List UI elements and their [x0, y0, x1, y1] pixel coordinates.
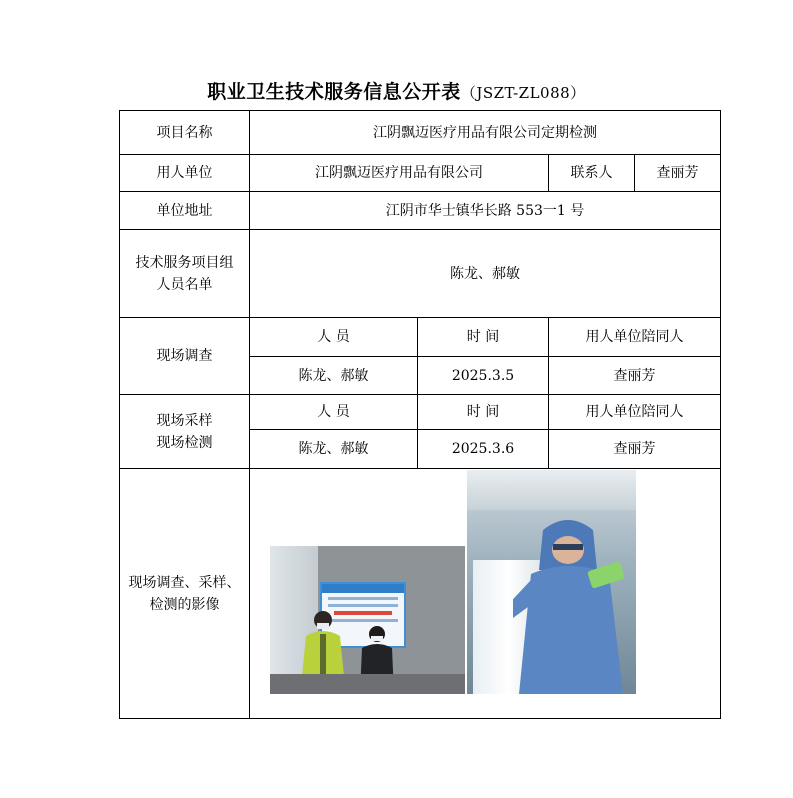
sampling-label-line1: 现场采样	[156, 412, 213, 429]
row-team	[120, 230, 721, 318]
images-label-line1: 现场调查、采样、	[128, 574, 241, 591]
contact-value: 查丽芳	[635, 155, 721, 192]
row-sampling-header	[120, 395, 721, 430]
address-value: 江阴市华士镇华长路 553一1 号	[250, 192, 721, 230]
title-main: 职业卫生技术服务信息公开表	[207, 81, 461, 103]
row-survey-header	[120, 318, 721, 357]
contact-label: 联系人	[549, 155, 635, 192]
sampling-header-personnel: 人 员	[250, 395, 418, 430]
employer-label: 用人单位	[120, 155, 250, 192]
form-title	[0, 77, 793, 104]
project-name-label: 项目名称	[120, 111, 250, 155]
survey-header-escort: 用人单位陪同人	[549, 318, 721, 357]
sampling-personnel: 陈龙、郝敏	[250, 430, 418, 469]
row-project-name	[120, 111, 721, 155]
team-value: 陈龙、郝敏	[250, 230, 721, 318]
row-employer	[120, 155, 721, 192]
address-label: 单位地址	[120, 192, 250, 230]
title-code: （JSZT-ZL088）	[460, 84, 586, 102]
cleanroom-ceiling	[467, 470, 636, 510]
survey-escort: 查丽芳	[549, 357, 721, 395]
worker-in-cleanroom-suit	[513, 510, 636, 694]
site-photo-detection	[467, 470, 636, 694]
sampling-label	[120, 395, 250, 469]
survey-personnel: 陈龙、郝敏	[250, 357, 418, 395]
sampling-date: 2025.3.6	[418, 430, 549, 469]
images-label-line2: 检测的影像	[149, 596, 220, 613]
sampling-header-time: 时 间	[418, 395, 549, 430]
sampling-header-escort: 用人单位陪同人	[549, 395, 721, 430]
site-photo-survey	[270, 546, 465, 694]
team-label	[120, 230, 250, 318]
team-label-line2: 人员名单	[156, 276, 213, 293]
row-address	[120, 192, 721, 230]
survey-header-personnel: 人 员	[250, 318, 418, 357]
survey-date: 2025.3.5	[418, 357, 549, 395]
survey-header-time: 时 间	[418, 318, 549, 357]
images-label	[120, 469, 250, 719]
employer-value: 江阴飘迈医疗用品有限公司	[250, 155, 549, 192]
sampling-label-line2: 现场检测	[156, 434, 213, 451]
survey-label: 现场调查	[120, 318, 250, 395]
floor	[270, 674, 465, 694]
team-label-line1: 技术服务项目组	[135, 254, 234, 271]
project-name-value: 江阴飘迈医疗用品有限公司定期检测	[250, 111, 721, 155]
sampling-escort: 查丽芳	[549, 430, 721, 469]
